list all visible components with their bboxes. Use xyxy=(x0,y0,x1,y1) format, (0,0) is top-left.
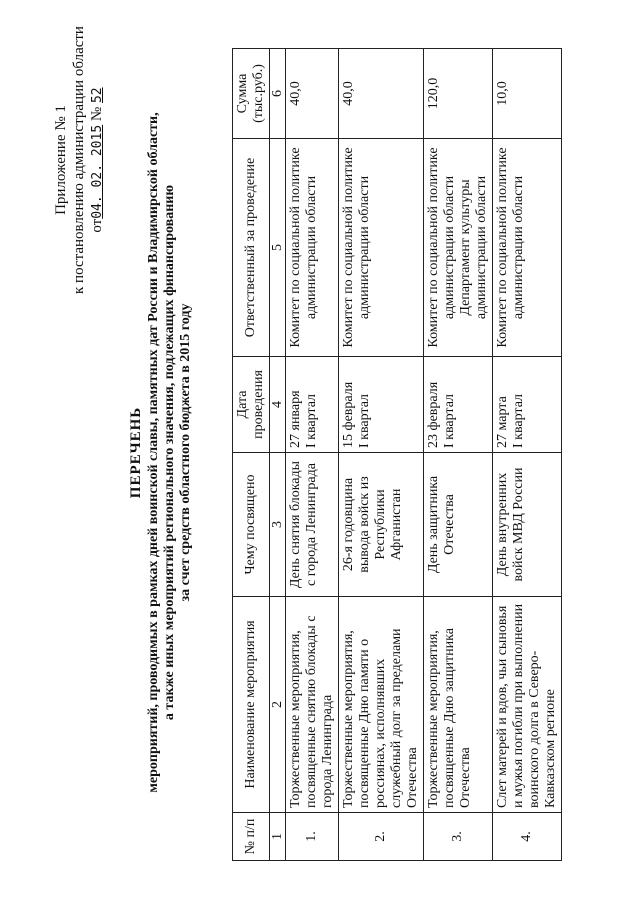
event-responsible: Комитет по социальной политике администрации области xyxy=(339,139,424,357)
header-num: № п/п xyxy=(233,813,270,861)
decree-date-line xyxy=(88,25,107,295)
event-responsible: Комитет по социальной политике администрации области Департамент культуры администрации области xyxy=(424,139,493,357)
approval-stamp xyxy=(52,25,107,295)
event-date-cell xyxy=(286,357,339,453)
header-name: Наименование мероприятия xyxy=(233,597,270,813)
column-number: 3 xyxy=(270,453,286,597)
event-quarter: I квартал xyxy=(442,393,457,448)
event-dedication: День снятия блокады с города Ленинграда xyxy=(286,453,339,597)
event-name: Торжественные мероприятия, посвященные Дню защитника Отечества xyxy=(424,597,493,813)
event-responsible: Комитет по социальной политике администрации области xyxy=(493,139,562,357)
row-number: 2. xyxy=(339,813,424,861)
event-date: 27 января xyxy=(288,390,303,448)
table-row xyxy=(286,49,339,861)
event-quarter: I квартал xyxy=(511,393,526,448)
table-header-row xyxy=(233,49,270,861)
event-date-cell xyxy=(424,357,493,453)
column-number: 1 xyxy=(270,813,286,861)
event-amount: 40,0 xyxy=(286,49,339,139)
column-numbers-row xyxy=(270,49,286,861)
event-amount: 120,0 xyxy=(424,49,493,139)
table-row xyxy=(339,49,424,861)
event-date-cell xyxy=(339,357,424,453)
document-title: ПЕРЕЧЕНЬ xyxy=(128,406,144,499)
event-responsible: Комитет по социальной политике администрации области xyxy=(286,139,339,357)
events-table xyxy=(232,48,562,861)
table-row xyxy=(493,49,562,861)
header-dedicated: Чему посвящено xyxy=(233,453,270,597)
event-date: 23 февраля xyxy=(426,381,441,448)
row-number: 1. xyxy=(286,813,339,861)
number-prefix: № xyxy=(89,106,105,122)
event-name: Торжественные мероприятия, посвященные снятию блокады с города Ленинграда xyxy=(286,597,339,813)
header-amount: Сумма (тыс.руб.) xyxy=(233,49,270,139)
row-number: 4. xyxy=(493,813,562,861)
row-number: 3. xyxy=(424,813,493,861)
table-row xyxy=(424,49,493,861)
column-number: 2 xyxy=(270,597,286,813)
event-name: Слет матерей и вдов, чьи сыновья и мужья погибли при выполнении воинского долга в Северо-Кавказском регионе xyxy=(493,597,562,813)
column-number: 6 xyxy=(270,49,286,139)
event-amount: 40,0 xyxy=(339,49,424,139)
appendix-label: Приложение № 1 xyxy=(53,105,69,215)
event-date-cell xyxy=(493,357,562,453)
event-dedication: 26-я годовщина вывода войск из Республики Афганистан xyxy=(339,453,424,597)
decree-date: 04. 02. 2015 xyxy=(90,124,105,219)
event-date: 15 февраля xyxy=(341,381,356,448)
event-dedication: День защитника Отечества xyxy=(424,453,493,597)
event-date: 27 марта xyxy=(495,396,510,448)
decree-reference: к постановлению администрации области xyxy=(71,26,87,294)
event-amount: 10,0 xyxy=(493,49,562,139)
document-heading xyxy=(128,10,194,895)
header-date: Дата проведения xyxy=(233,357,270,453)
decree-number: 52 xyxy=(90,87,105,104)
heading-line-1: мероприятий, проводимых в рамках дней воинской славы, памятных дат России и Владимирской области, xyxy=(146,112,161,793)
event-quarter: I квартал xyxy=(304,393,319,448)
date-prefix: от xyxy=(89,218,105,233)
event-quarter: I квартал xyxy=(357,393,372,448)
column-number: 5 xyxy=(270,139,286,357)
column-number: 4 xyxy=(270,357,286,453)
header-responsible: Ответственный за проведение xyxy=(233,139,270,357)
heading-line-3: за счет средств областного бюджета в 2015 году xyxy=(178,303,193,602)
event-dedication: День внутренних войск МВД России xyxy=(493,453,562,597)
event-name: Торжественные мероприятия, посвященные Дню памяти о россиянах, исполнявших служебный долг за пределами Отечества xyxy=(339,597,424,813)
heading-line-2: а также иных мероприятий регионального значения, подлежащих финансированию xyxy=(162,184,177,721)
